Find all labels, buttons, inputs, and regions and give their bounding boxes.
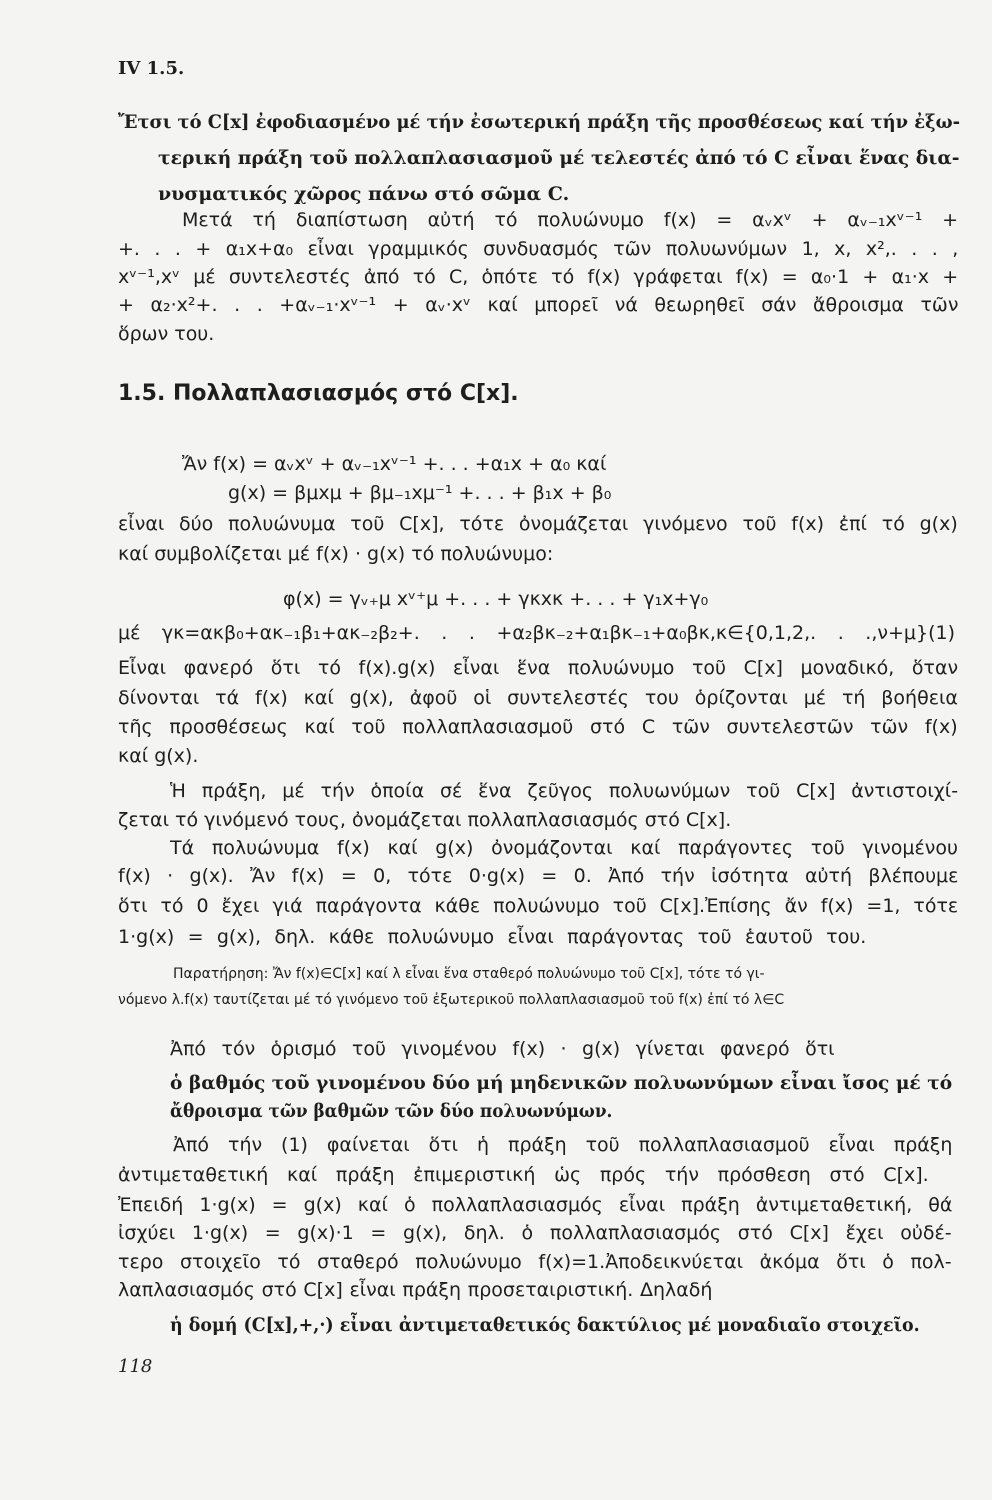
text-line: Ἐπειδή 1·g(x) = g(x) καί ὁ πολλαπλασιασμός εἶναι πράξη ἀντιμεταθετική, θά [118, 1194, 953, 1216]
text-line: xᵛ⁻¹,xᵛ μέ συντελεστές ἀπό τό C, ὁπότε τό f(x) γράφεται f(x) = α₀·1 + α₁·x + [118, 266, 959, 288]
text-line: Μετά τή διαπίστωση αὐτή τό πολυώνυμο f(x) = αᵥxᵛ + αᵥ₋₁xᵛ⁻¹ + [182, 209, 959, 231]
text-line: εἶναι δύο πολυώνυμα τοῦ C[x], τότε ὀνομάζεται γινόμενο τοῦ f(x) ἐπί τό g(x) [118, 513, 958, 535]
text-line: λαπλασιασμός στό C[x] εἶναι πράξη προσεταιριστική. Δηλαδή [118, 1279, 713, 1301]
text-line: ὅτι τό 0 ἔχει γιά παράγοντα κάθε πολυώνυμο τοῦ C[x].Ἐπίσης ἄν f(x) =1, τότε [118, 895, 959, 917]
text-line: ζεται τό γινόμενό τους, ὀνομάζεται πολλαπλασιασμός στό C[x]. [118, 809, 732, 831]
text-line: + α₂·x²+. . . +αᵥ₋₁·xᵛ⁻¹ + αᵥ·xᵛ καί μπορεῖ νά θεωρηθεῖ σάν ἄθροισμα τῶν [118, 294, 959, 316]
formula-line: Ἄν f(x) = αᵥxᵛ + αᵥ₋₁xᵛ⁻¹ +. . . +α₁x + α₀ καί [182, 453, 607, 475]
remark-line: νόμενο λ.f(x) ταυτίζεται μέ τό γινόμενο τοῦ ἐξωτερικοῦ πολλαπλασιασμοῦ τοῦ f(x) ἐπί τό λ∈C [118, 992, 785, 1008]
text-line: καί g(x). [118, 745, 199, 767]
theorem-line: ὁ βαθμός τοῦ γινομένου δύο μή μηδενικῶν πολυωνύμων εἶναι ἴσος μέ τό [170, 1072, 953, 1094]
text-line: Ἡ πράξη, μέ τήν ὁποία σέ ἕνα ζεῦγος πολυωνύμων τοῦ C[x] ἀντιστοιχί- [170, 780, 959, 802]
running-head: IV 1.5. [118, 58, 185, 79]
text-line: Ἔτσι τό C[x] ἐφοδιασμένο μέ τήν ἐσωτερική πράξη τῆς προσθέσεως καί τήν ἐξω- [118, 111, 961, 133]
section-title: 1.5. Πολλαπλασιασμός στό C[x]. [118, 381, 519, 406]
formula-line: g(x) = βμxμ + βμ₋₁xμ⁻¹ +. . . + β₁x + β₀ [228, 482, 612, 504]
text-line: ἀντιμεταθετική καί πράξη ἐπιμεριστική ὡς πρός τήν πρόσθεση στό C[x]. [118, 1164, 929, 1186]
theorem-line: ἄθροισμα τῶν βαθμῶν τῶν δύο πολυωνύμων. [170, 1100, 613, 1122]
text-line: τερο στοιχεῖο τό σταθερό πολυώνυμο f(x)=1.Ἀποδεικνύεται ἀκόμα ὅτι ὁ πολ- [118, 1251, 952, 1273]
text-line: +. . . + α₁x+α₀ εἶναι γραμμικός συνδυασμός τῶν πολυωνύμων 1, x, x²,. . . , [118, 238, 959, 260]
text-line: ὅρων του. [118, 323, 215, 345]
text-line: 1·g(x) = g(x), δηλ. κάθε πολυώνυμο εἶναι παράγοντας τοῦ ἑαυτοῦ του. [118, 926, 867, 948]
text-line: Εἶναι φανερό ὅτι τό f(x).g(x) εἶναι ἕνα πολυώνυμο τοῦ C[x] μοναδικό, ὅταν [118, 657, 959, 679]
text-line: τῆς προσθέσεως καί τοῦ πολλαπλασιασμοῦ στό C τῶν συντελεστῶν τῶν f(x) [118, 716, 958, 738]
conclusion-line: ἡ δομή (C[x],+,·) εἶναι ἀντιμεταθετικός δακτύλιος μέ μοναδιαῖο στοιχεῖο. [170, 1314, 920, 1336]
formula-line: φ(x) = γᵥ₊μ xᵛ⁺μ +. . . + γκxκ +. . . + γ₁x+γ₀ [283, 588, 709, 610]
text-line: νυσματικός χῶρος πάνω στό σῶμα C. [158, 183, 570, 205]
text-line: καί συμβολίζεται μέ f(x) · g(x) τό πολυώνυμο: [118, 543, 554, 565]
text-line: δίνονται τά f(x) καί g(x), ἀφοῦ οἱ συντελεστές του ὁρίζονται μέ τή βοήθεια [118, 687, 958, 709]
page-number: 118 [118, 1356, 153, 1377]
formula-line: μέ γκ=ακβ₀+ακ₋₁β₁+ακ₋₂β₂+. . . +α₂βκ₋₂+α₁βκ₋₁+α₀βκ,κ∈{0,1,2,. . .,ν+μ}(1) [118, 622, 956, 644]
text-line: Ἀπό τήν (1) φαίνεται ὅτι ἡ πράξη τοῦ πολλαπλασιασμοῦ εἶναι πράξη [173, 1134, 953, 1156]
remark-line: Παρατήρηση: Ἄν f(x)∈C[x] καί λ εἶναι ἕνα σταθερό πολυώνυμο τοῦ C[x], τότε τό γι- [173, 966, 765, 982]
text-line: Ἀπό τόν ὁρισμό τοῦ γινομένου f(x) · g(x) γίνεται φανερό ὅτι [170, 1038, 835, 1060]
text-line: ἰσχύει 1·g(x) = g(x)·1 = g(x), δηλ. ὁ πολλαπλασιασμός στό C[x] ἔχει οὐδέ- [118, 1222, 952, 1244]
text-line: f(x) · g(x). Ἄν f(x) = 0, τότε 0·g(x) = 0. Ἀπό τήν ἰσότητα αὐτή βλέπουμε [118, 865, 959, 887]
text-line: τερική πράξη τοῦ πολλαπλασιασμοῦ μέ τελεστές ἀπό τό C εἶναι ἕνας δια- [158, 147, 960, 169]
text-line: Τά πολυώνυμα f(x) καί g(x) ὀνομάζονται καί παράγοντες τοῦ γινομένου [170, 837, 958, 859]
